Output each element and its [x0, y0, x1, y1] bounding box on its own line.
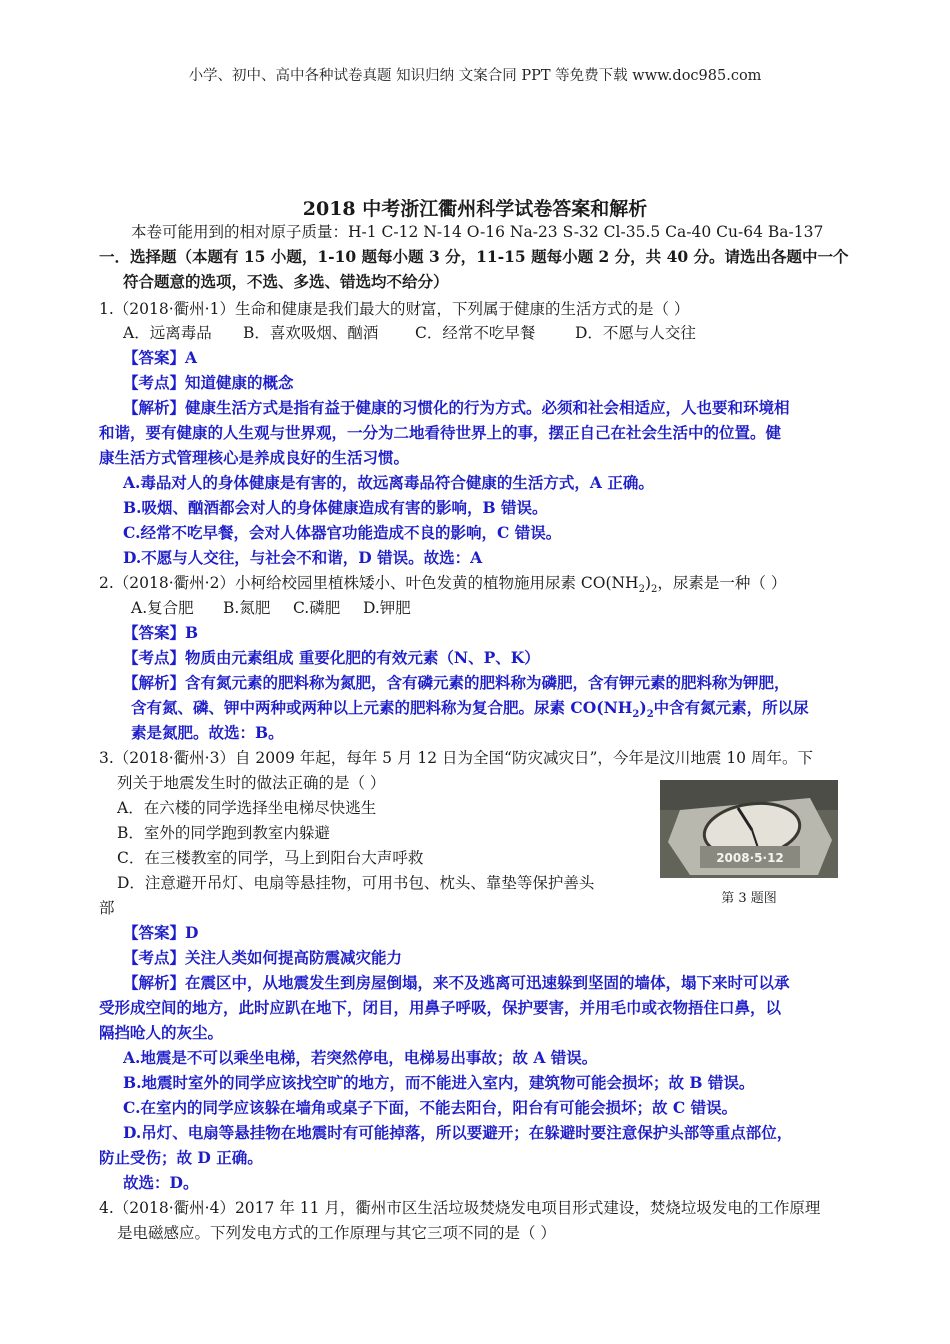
question-3-stem-cont: 列关于地震发生时的做法正确的是（ ） — [117, 774, 386, 792]
page-title: 2018 中考浙江衢州科学试卷答案和解析 — [302, 198, 648, 220]
q3-explain-b: B.地震时室外的同学应该找空旷的地方，而不能进入室内，建筑物可能会损坏；故 B 错误。 — [123, 1073, 755, 1092]
q3-answer: 【答案】D — [123, 923, 199, 942]
q1-option-a: A．远离毒品 — [123, 324, 212, 342]
earthquake-memorial-photo — [660, 780, 838, 878]
q3-explain-a: A.地震是不可以乘坐电梯，若突然停电，电梯易出事故；故 A 错误。 — [123, 1048, 598, 1067]
q3-point: 【考点】关注人类如何提高防震减灾能力 — [123, 948, 403, 967]
q3-option-a: A．在六楼的同学选择坐电梯尽快逃生 — [117, 799, 377, 817]
q1-analysis-line: 【解析】健康生活方式是指有益于健康的习惯化的行为方式。必须和社会相适应，人也要和环境相 — [123, 398, 790, 417]
q2-option-a: A.复合肥 — [131, 599, 194, 617]
question-4-stem-cont: 是电磁感应。下列发电方式的工作原理与其它三项不同的是（ ） — [117, 1224, 556, 1242]
q2-option-d: D.钾肥 — [363, 599, 411, 617]
q3-explain-c: C.在室内的同学应该躲在墙角或桌子下面，不能去阳台，阳台有可能会损坏；故 C 错误。 — [123, 1098, 738, 1117]
subscript: 2 — [646, 709, 654, 721]
q1-explain-a: A.毒品对人的身体健康是有害的，故远离毒品符合健康的生活方式，A 正确。 — [123, 473, 654, 492]
q3-option-d-cont: 部 — [99, 899, 115, 917]
q2-stem-text: ，尿素是一种（ ） — [657, 574, 787, 592]
figure-caption: 第 3 题图 — [721, 891, 777, 906]
page-header: 小学、初中、高中各种试卷真题 知识归纳 文案合同 PPT 等免费下载 www.doc985.com — [188, 68, 762, 84]
question-4-stem: 4.（2018·衢州·4）2017 年 11 月，衢州市区生活垃圾焚烧发电项目形式建设，焚烧垃圾发电的工作原理 — [99, 1199, 821, 1217]
q1-answer: 【答案】A — [123, 348, 198, 367]
q3-analysis-line: 【解析】在震区中，从地震发生到房屋倒塌，来不及逃离可迅速躲到坚固的墙体，塌下来时可以承 — [123, 973, 790, 992]
q2-analysis-line: 【解析】含有氮元素的肥料称为氮肥，含有磷元素的肥料称为磷肥，含有钾元素的肥料称为钾肥， — [123, 673, 790, 692]
q2-option-b: B.氮肥 — [223, 599, 271, 617]
q1-explain-c: C.经常不吃早餐，会对人体器官功能造成不良的影响，C 错误。 — [123, 523, 562, 542]
q2-answer: 【答案】B — [123, 623, 199, 642]
section-heading-cont: 符合题意的选项，不选、多选、错选均不给分） — [123, 272, 449, 291]
q1-analysis-line: 康生活方式管理核心是养成良好的生活习惯。 — [99, 448, 410, 467]
q3-choice: 故选：D。 — [123, 1173, 199, 1192]
atomic-mass-note: 本卷可能用到的相对原子质量：H-1 C-12 N-14 O-16 Na-23 S-32 Cl-35.5 Ca-40 Cu-64 Ba-137 — [131, 223, 824, 241]
photo-date-text: 2008·5·12 — [716, 851, 784, 865]
subscript: 2 — [632, 709, 640, 721]
q1-point: 【考点】知道健康的概念 — [123, 373, 294, 392]
q2-stem-text: 2.（2018·衢州·2）小柯给校园里植株矮小、叶色发黄的植物施用尿素 CO(NH — [99, 574, 639, 592]
q2-option-c: C.磷肥 — [293, 599, 341, 617]
question-1-options — [123, 321, 883, 345]
q2-analysis-text: 中含有氮元素，所以尿 — [653, 698, 809, 717]
q3-option-b: B．室外的同学跑到教室内躲避 — [117, 824, 330, 842]
q3-explain-d: D.吊灯、电扇等悬挂物在地震时有可能掉落，所以要避开；在躲避时要注意保护头部等重点部位， — [123, 1123, 793, 1142]
q1-option-d: D．不愿与人交往 — [575, 324, 696, 342]
q2-analysis-line: 素是氮肥。故选：B。 — [131, 723, 284, 742]
q2-point: 【考点】物质由元素组成 重要化肥的有效元素（N、P、K） — [123, 648, 540, 667]
q1-analysis-line: 和谐，要有健康的人生观与世界观，一分为二地看待世界上的事，摆正自己在社会生活中的位置。健 — [99, 423, 782, 442]
q1-explain-d: D.不愿与人交往，与社会不和谐，D 错误。故选：A — [123, 548, 483, 567]
question-3-stem: 3.（2018·衢州·3）自 2009 年起，每年 5 月 12 日为全国“防灾减灾日”，今年是汶川地震 10 周年。下 — [99, 749, 813, 767]
q3-analysis-line: 受形成空间的地方，此时应趴在地下，闭目，用鼻子呼吸，保护要害，并用毛巾或衣物捂住口鼻，以 — [99, 998, 782, 1017]
q2-analysis-text: 含有氮、磷、钾中两种或两种以上元素的肥料称为复合肥。尿素 CO(NH — [131, 698, 633, 717]
q1-option-b: B．喜欢吸烟、酗酒 — [243, 324, 379, 342]
q1-explain-b: B.吸烟、酗酒都会对人的身体健康造成有害的影响，B 错误。 — [123, 498, 548, 517]
q3-explain-d-cont: 防止受伤；故 D 正确。 — [99, 1148, 263, 1167]
question-2-options — [131, 596, 891, 620]
q3-analysis-line: 隔挡呛人的灰尘。 — [99, 1023, 224, 1042]
q3-option-c: C．在三楼教室的同学，马上到阳台大声呼救 — [117, 849, 424, 867]
subscript: 2 — [651, 584, 658, 596]
section-heading: 一．选择题（本题有 15 小题，1-10 题每小题 3 分，11-15 题每小题 2 分，共 40 分。请选出各题中一个 — [99, 247, 849, 266]
question-1-stem: 1.（2018·衢州·1）生命和健康是我们最大的财富，下列属于健康的生活方式的是（ ） — [99, 300, 690, 318]
q2-stem-text: ) — [644, 574, 652, 592]
clock-memorial-image — [660, 780, 838, 878]
subscript: 2 — [638, 584, 645, 596]
q2-analysis-text: ) — [639, 698, 647, 717]
q3-option-d: D．注意避开吊灯、电扇等悬挂物，可用书包、枕头、靠垫等保护善头 — [117, 874, 595, 892]
q1-option-c: C．经常不吃早餐 — [415, 324, 536, 342]
